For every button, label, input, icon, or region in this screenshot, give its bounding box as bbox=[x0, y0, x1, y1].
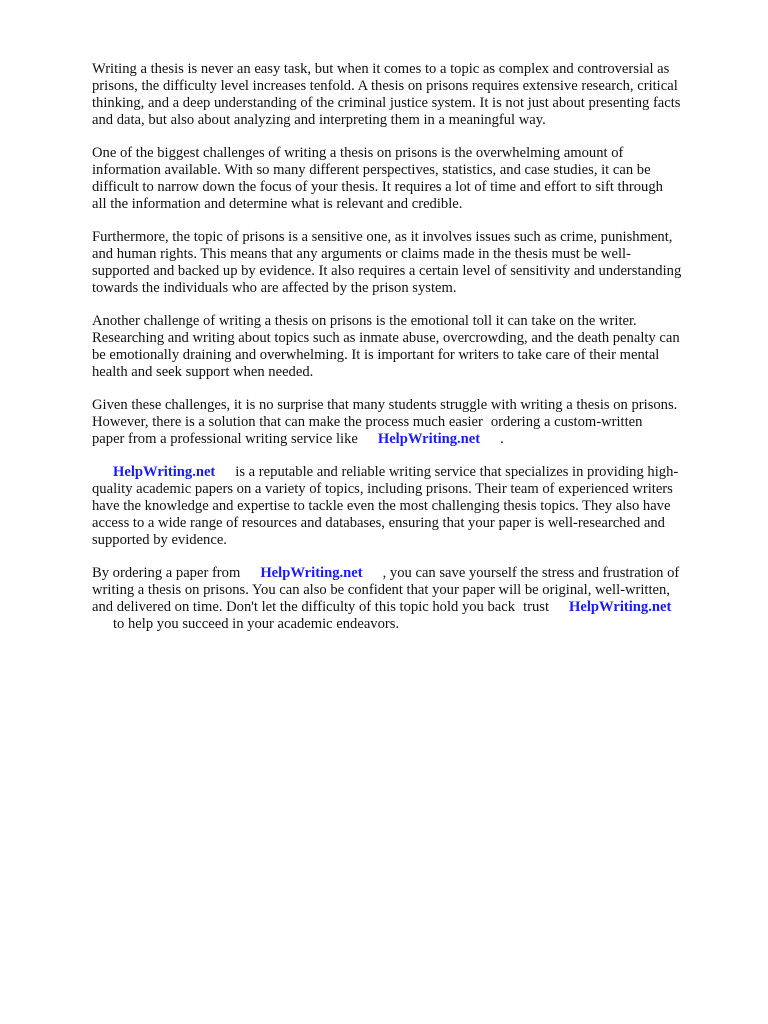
paragraph-sensitivity bbox=[92, 229, 718, 297]
text-line: and human rights. This means that any arguments or claims made in the thesis must be well- bbox=[92, 246, 631, 262]
text-line: all the information and determine what is relevant and credible. bbox=[92, 196, 463, 212]
text-line bbox=[92, 616, 718, 633]
text-segment: trust bbox=[523, 599, 550, 615]
document-page bbox=[92, 61, 718, 649]
text-segment: . bbox=[500, 431, 504, 447]
text-line: and data, but also about analyzing and interpreting them in a meaningful way. bbox=[92, 112, 546, 128]
helpwriting-link[interactable]: HelpWriting.net bbox=[569, 599, 672, 615]
text-line bbox=[92, 414, 718, 431]
helpwriting-link[interactable]: HelpWriting.net bbox=[113, 464, 216, 480]
text-line: prisons, the difficulty level increases tenfold. A thesis on prisons requires extensive research, critical bbox=[92, 78, 678, 94]
text-segment: By ordering a paper from bbox=[92, 565, 241, 581]
text-line: Another challenge of writing a thesis on prisons is the emotional toll it can take on the writer. bbox=[92, 313, 637, 329]
text-line: thinking, and a deep understanding of the criminal justice system. It is not just about presenting facts bbox=[92, 95, 681, 111]
text-line: information available. With so many different perspectives, statistics, and case studies, it can be bbox=[92, 162, 651, 178]
text-segment: , you can save yourself the stress and frustration of bbox=[382, 565, 680, 581]
text-segment: However, there is a solution that can make the process much easier bbox=[92, 414, 483, 430]
paragraph-service bbox=[92, 464, 718, 549]
paragraph-challenges bbox=[92, 145, 718, 213]
text-line: be emotionally draining and overwhelming. It is important for writers to take care of their mental bbox=[92, 347, 660, 363]
text-line bbox=[92, 464, 718, 481]
text-line: have the knowledge and expertise to tackle even the most challenging thesis topics. They also have bbox=[92, 498, 671, 514]
paragraph-intro bbox=[92, 61, 718, 129]
text-line: One of the biggest challenges of writing a thesis on prisons is the overwhelming amount of bbox=[92, 145, 624, 161]
text-line bbox=[92, 565, 718, 582]
text-line: difficult to narrow down the focus of your thesis. It requires a lot of time and effort to sift through bbox=[92, 179, 663, 195]
text-segment: is a reputable and reliable writing service that specializes in providing high- bbox=[235, 464, 679, 480]
text-line: writing a thesis on prisons. You can also be confident that your paper will be original, well-written, bbox=[92, 582, 670, 598]
text-line: supported by evidence. bbox=[92, 532, 227, 548]
text-line bbox=[92, 599, 718, 616]
helpwriting-link[interactable]: HelpWriting.net bbox=[260, 565, 363, 581]
paragraph-conclusion bbox=[92, 565, 718, 633]
text-line: health and seek support when needed. bbox=[92, 364, 314, 380]
text-line: towards the individuals who are affected by the prison system. bbox=[92, 280, 457, 296]
text-segment: ordering a custom-written bbox=[490, 414, 643, 430]
text-line: supported and backed up by evidence. It also requires a certain level of sensitivity and understanding bbox=[92, 263, 682, 279]
text-line: access to a wide range of resources and databases, ensuring that your paper is well-researched and bbox=[92, 515, 665, 531]
text-line: Furthermore, the topic of prisons is a sensitive one, as it involves issues such as crime, punishment, bbox=[92, 229, 673, 245]
paragraph-emotional-toll bbox=[92, 313, 718, 381]
text-line: Writing a thesis is never an easy task, but when it comes to a topic as complex and controversial as bbox=[92, 61, 670, 77]
text-segment: paper from a professional writing service like bbox=[92, 431, 358, 447]
paragraph-solution bbox=[92, 397, 718, 448]
text-line: Given these challenges, it is no surprise that many students struggle with writing a thesis on prisons. bbox=[92, 397, 678, 413]
helpwriting-link[interactable]: HelpWriting.net bbox=[377, 431, 481, 447]
text-line bbox=[92, 431, 718, 448]
text-line: Researching and writing about topics such as inmate abuse, overcrowding, and the death penalty can bbox=[92, 330, 680, 346]
text-segment: and delivered on time. Don't let the difficulty of this topic hold you back bbox=[92, 599, 516, 615]
text-line: quality academic papers on a variety of topics, including prisons. Their team of experienced writers bbox=[92, 481, 673, 497]
text-segment: to help you succeed in your academic endeavors. bbox=[113, 616, 400, 632]
